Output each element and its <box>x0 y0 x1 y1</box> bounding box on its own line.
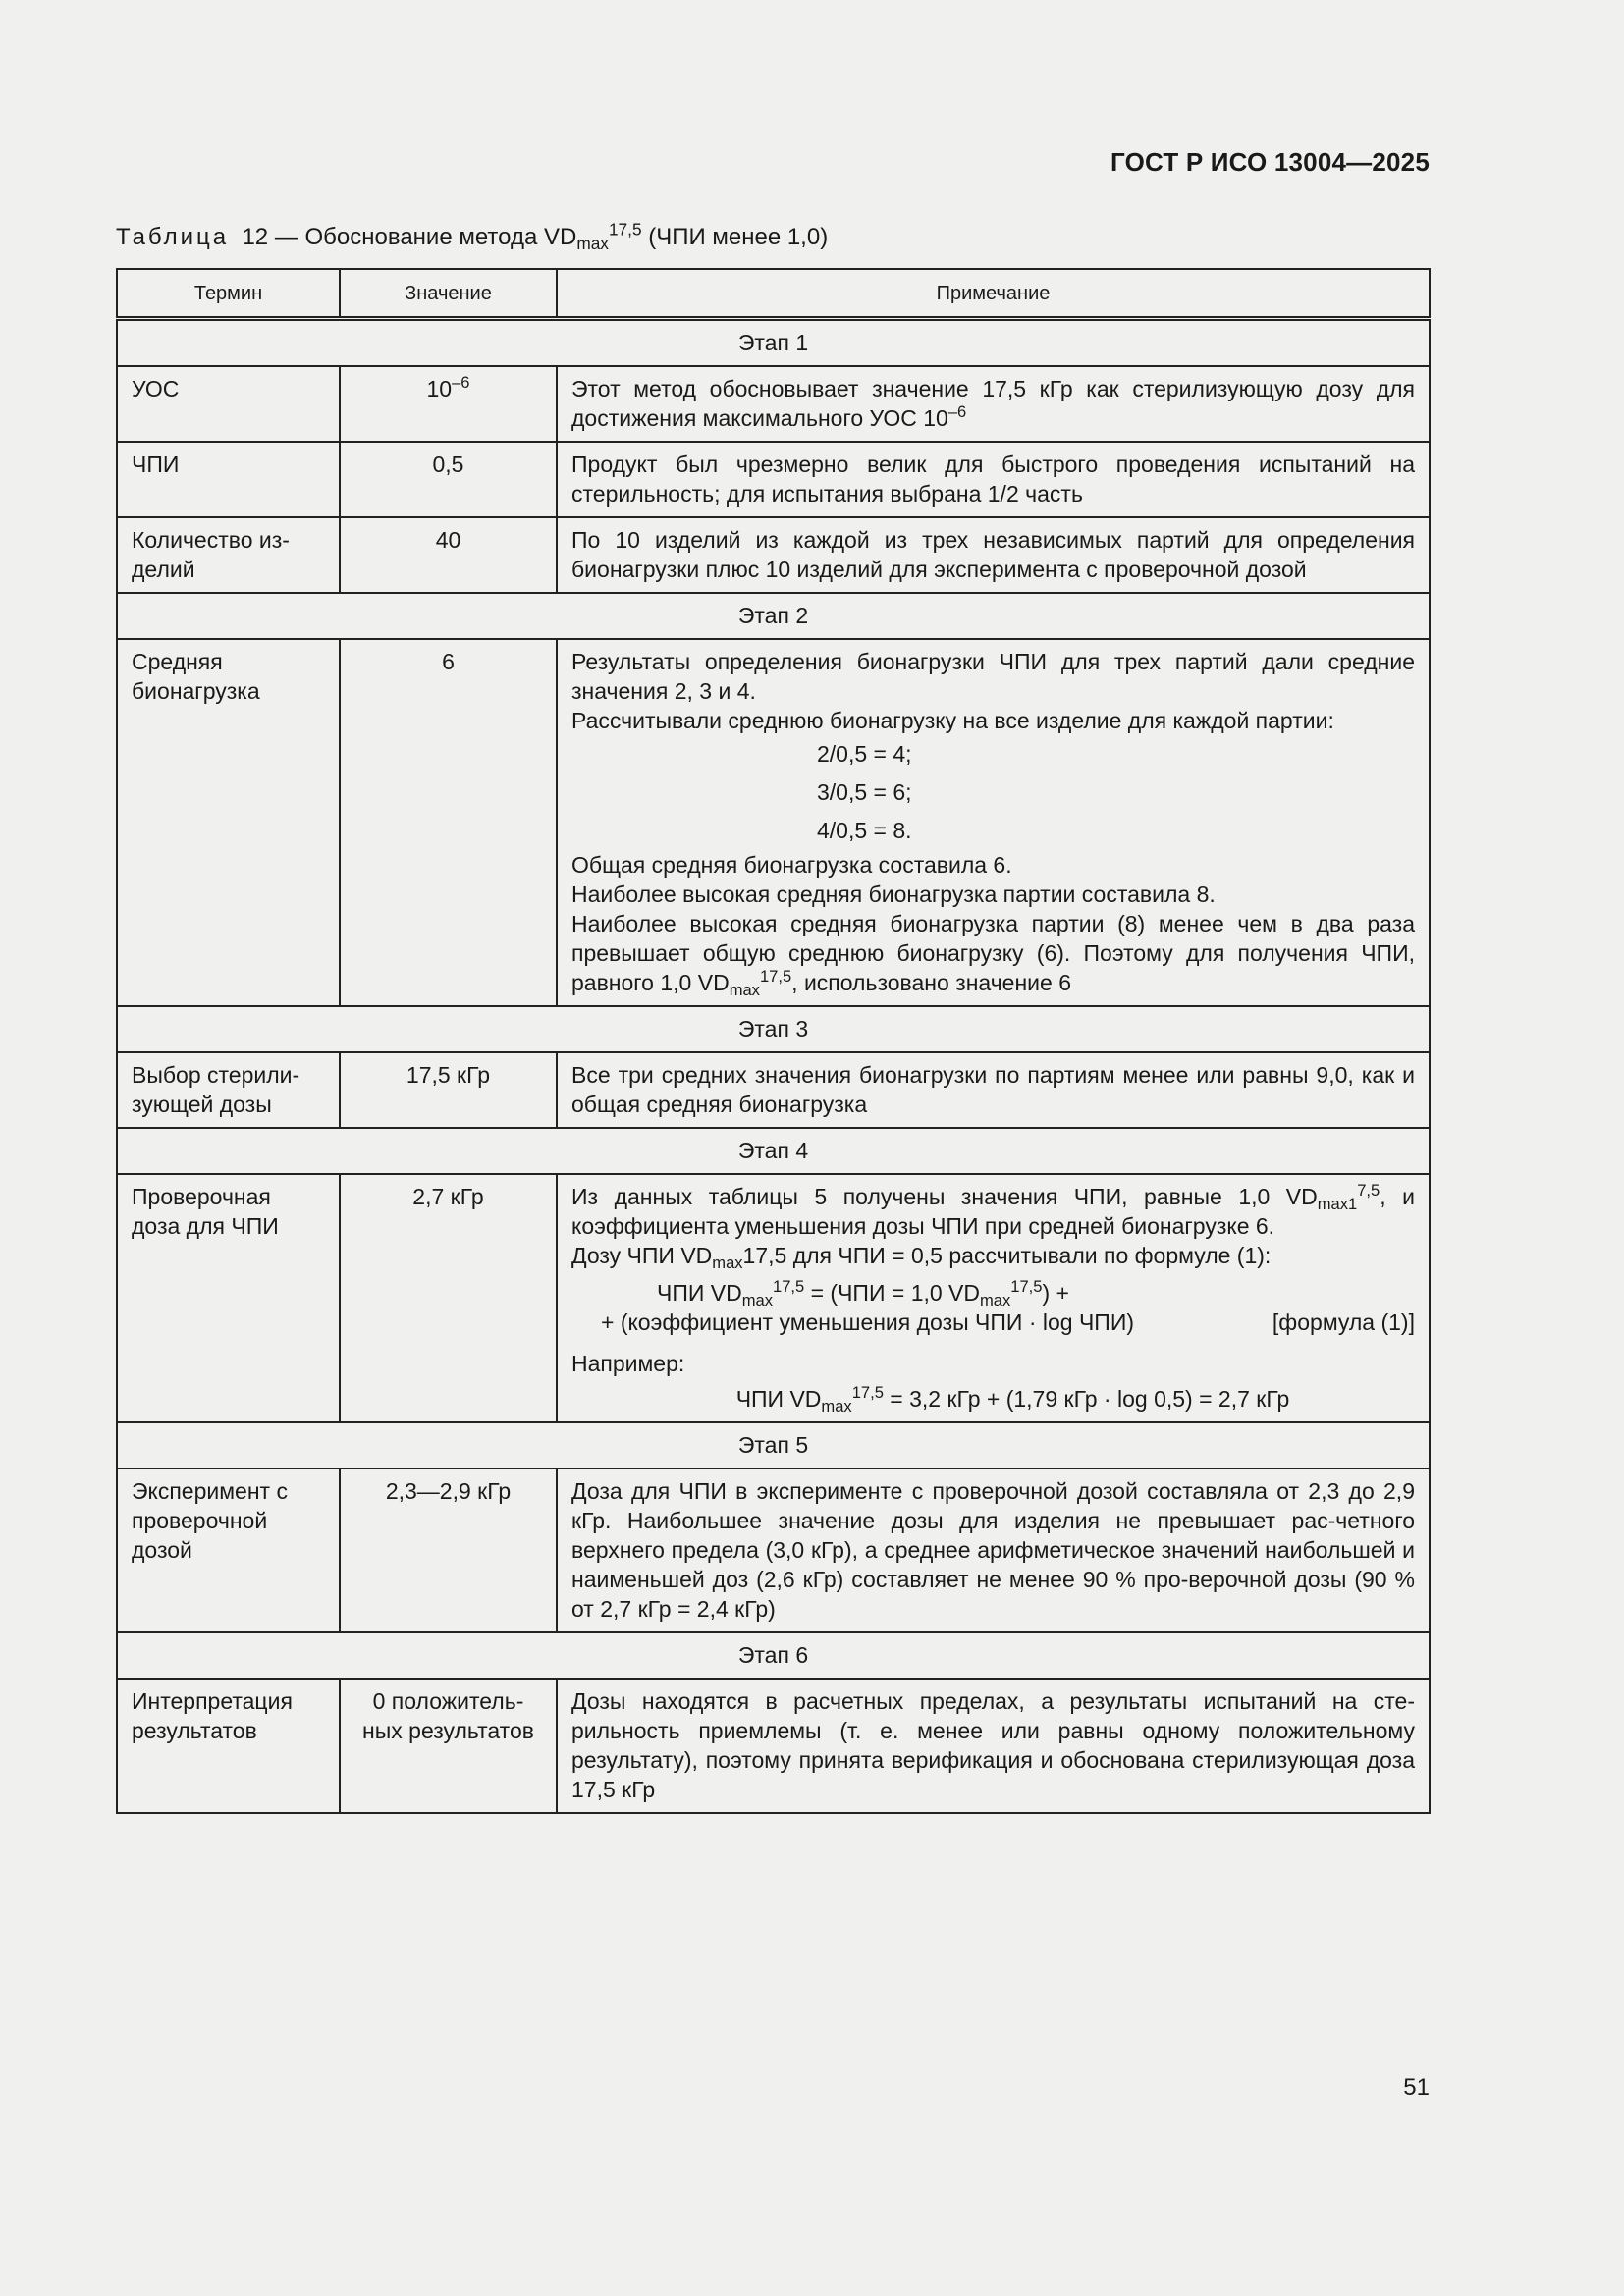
stage-row <box>117 319 1430 367</box>
example-label: Например: <box>571 1351 685 1376</box>
calc-line: 4/0,5 = 8. <box>817 818 912 843</box>
formula-line: ЧПИ $VD_{max}^{17,5} = (ЧПИ = 1,0$ $VD_{max}^{17,5}$) + <box>657 1276 1069 1309</box>
document-header: ГОСТ Р ИСО 13004—2025 <box>1110 147 1430 177</box>
table-row <box>117 517 1430 593</box>
calc-line: 3/0,5 = 6; <box>817 779 912 805</box>
table-row <box>117 442 1430 517</box>
note-cell <box>557 639 1430 1006</box>
table-caption-sub: max <box>576 234 609 254</box>
stage-row <box>117 1632 1430 1679</box>
stage-row <box>117 1128 1430 1174</box>
table-row <box>117 1679 1430 1813</box>
note-cell: Дозы находятся в расчетных пределах, а результаты испытаний на сте-рильность приемлемы (т. е. менее или равны одному положительному результату), поэтому принята верификация и обоснована стерилизующая доза 17,5 кГр <box>557 1679 1430 1813</box>
note-paragraph: Наиболее высокая средняя бионагрузка партии (8) менее чем в два раза превышает общую среднюю бионагрузку (6). Поэтому для получения ЧПИ, равного 1,0 $VD_{max}^{17,5}$, использовано значение 6 <box>571 911 1415 999</box>
table-caption-tail: (ЧПИ менее 1,0) <box>641 224 829 250</box>
table-row <box>117 1468 1430 1632</box>
table-row <box>117 1052 1430 1128</box>
column-header-note: Примечание <box>557 269 1430 319</box>
term-cell: Количество из-делий <box>117 517 340 593</box>
note-cell: Доза для ЧПИ в эксперименте с проверочной дозой составляла от 2,3 до 2,9 кГр. Наибольшее значение дозы для изделия не превышает рас-четного верхнего предела (3,0 кГр), а среднее арифметическое значений наибольшей и наименьшей доз (2,6 кГр) составляет не менее 90 % про-верочной дозы (90 % от 2,7 кГр = 2,4 кГр) <box>557 1468 1430 1632</box>
value-cell: 17,5 кГр <box>340 1052 557 1128</box>
term-cell: ЧПИ <box>117 442 340 517</box>
stage-label: Этап 3 <box>117 1006 1430 1052</box>
table-caption-sup: 17,5 <box>608 219 642 240</box>
formula-line: + (коэффициент уменьшения дозы ЧПИ · log ЧПИ) [формула (1)] <box>601 1309 1415 1335</box>
stage-label: Этап 1 <box>117 319 1430 367</box>
column-header-value: Значение <box>340 269 557 319</box>
justification-table <box>116 268 1431 1814</box>
term-cell: УОС <box>117 366 340 442</box>
stage-row <box>117 1422 1430 1468</box>
term-cell: Эксперимент с проверочной дозой <box>117 1468 340 1632</box>
table-caption-label: Таблица <box>116 224 230 250</box>
term-cell: Выбор стерили-зующей дозы <box>117 1052 340 1128</box>
note-paragraph: Общая средняя бионагрузка составила 6. <box>571 852 1012 878</box>
stage-label: Этап 4 <box>117 1128 1430 1174</box>
page-number: 51 <box>1403 2074 1430 2101</box>
table-caption-text: 12 — Обоснование метода VD <box>242 224 577 250</box>
value-cell: $10^{-6}$ <box>340 366 557 442</box>
note-cell <box>557 1174 1430 1422</box>
value-cell: 0,5 <box>340 442 557 517</box>
table-row <box>117 366 1430 442</box>
note-paragraph: Результаты определения бионагрузки ЧПИ для трех партий дали средние значения 2, 3 и 4. <box>571 649 1415 704</box>
calc-line: 2/0,5 = 4; <box>817 741 912 767</box>
stage-label: Этап 5 <box>117 1422 1430 1468</box>
value-cell: 2,7 кГр <box>340 1174 557 1422</box>
note-cell: По 10 изделий из каждой из трех независимых партий для определения бионагрузки плюс 10 изделий для эксперимента с проверочной дозой <box>557 517 1430 593</box>
table-row <box>117 1174 1430 1422</box>
note-paragraph: Из данных таблицы 5 получены значения ЧПИ, равные 1,0 $VD_{max1}^{7,5}$, и коэффициента уменьшения дозы ЧПИ при средней бионагрузке 6. <box>571 1180 1415 1239</box>
term-cell: Проверочная доза для ЧПИ <box>117 1174 340 1422</box>
example-formula: ЧПИ $VD_{max}^{17,5} = 3,2$ кГр + (1,79 кГр · log 0,5) = 2,7 кГр <box>735 1382 1290 1415</box>
value-cell: 0 положитель-ных результатов <box>340 1679 557 1813</box>
table-caption <box>116 219 829 254</box>
value-cell: 6 <box>340 639 557 1006</box>
term-cell: Интерпретация результатов <box>117 1679 340 1813</box>
note-cell: Продукт был чрезмерно велик для быстрого проведения испытаний на стерильность; для испытания выбрана 1/2 часть <box>557 442 1430 517</box>
value-cell: 2,3—2,9 кГр <box>340 1468 557 1632</box>
note-cell: Этот метод обосновывает значение 17,5 кГр как стерилизующую дозу для достижения максимального УОС $10^{-6}$ <box>557 366 1430 442</box>
note-paragraph: Наиболее высокая средняя бионагрузка партии составила 8. <box>571 881 1216 907</box>
term-cell: Средняя бионагрузка <box>117 639 340 1006</box>
stage-row <box>117 593 1430 639</box>
stage-label: Этап 2 <box>117 593 1430 639</box>
table-header-row <box>117 269 1430 319</box>
stage-row <box>117 1006 1430 1052</box>
table-row <box>117 639 1430 1006</box>
note-paragraph: Дозу ЧПИ $VD_{max}17,5$ для ЧПИ = 0,5 рассчитывали по формуле (1): <box>571 1243 1272 1272</box>
note-cell: Все три средних значения бионагрузки по партиям менее или равны 9,0, как и общая средняя бионагрузка <box>557 1052 1430 1128</box>
column-header-term: Термин <box>117 269 340 319</box>
note-paragraph: Рассчитывали среднюю бионагрузку на все изделие для каждой партии: <box>571 708 1334 733</box>
formula-reference: [формула (1)] <box>1272 1309 1415 1335</box>
value-cell: 40 <box>340 517 557 593</box>
stage-label: Этап 6 <box>117 1632 1430 1679</box>
